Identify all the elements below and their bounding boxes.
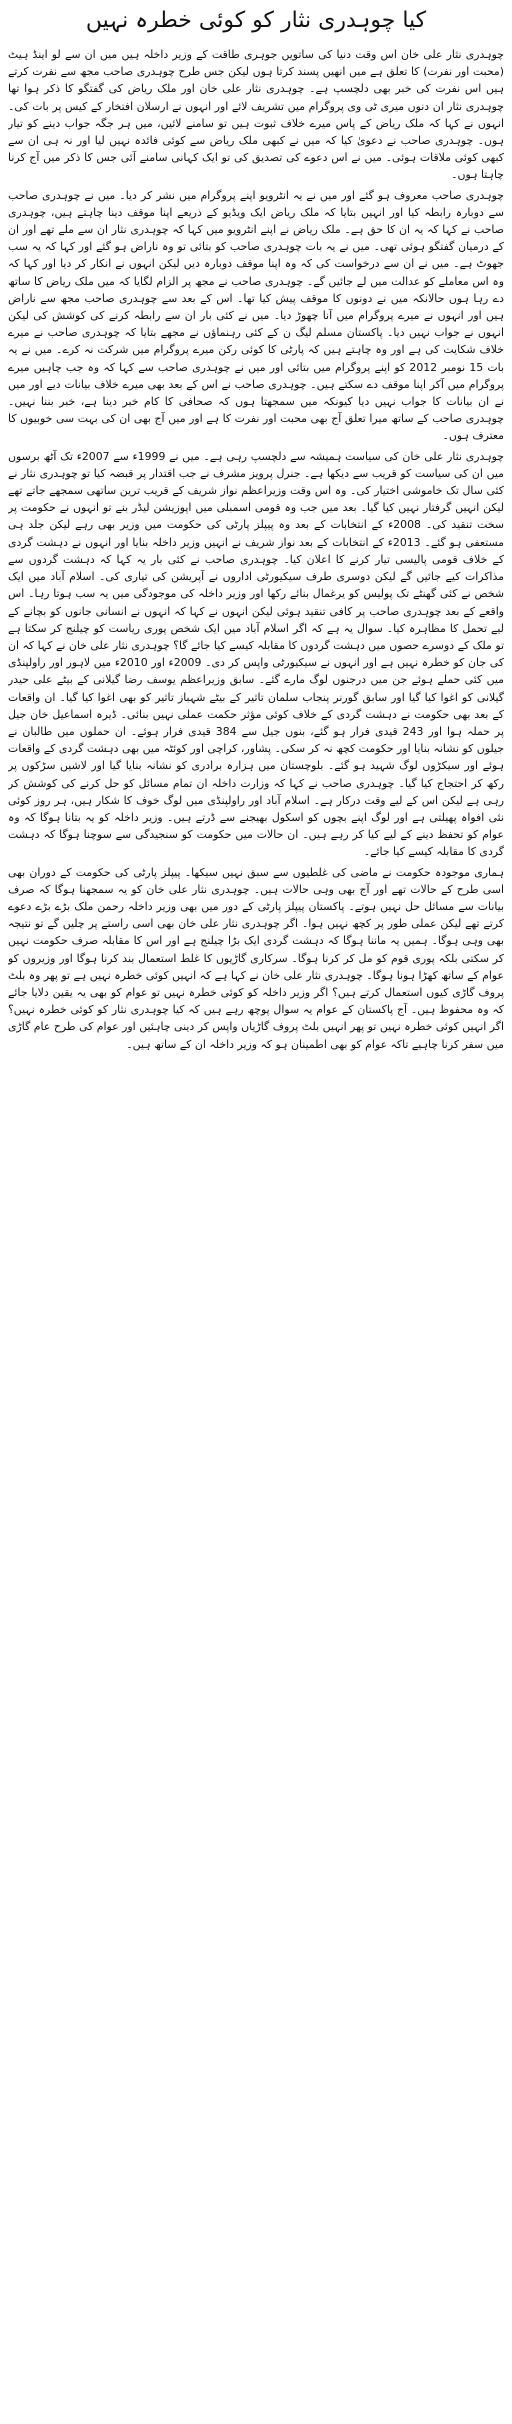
article-paragraph: چوہدری نثار علی خان اس وقت دنیا کی ساتویں جوہری طاقت کے وزیر داخلہ ہیں میں ان سے لو اینڈ ہیٹ (محبت اور نفرت) کا تعلق ہے میں انھیں پسند کرتا ہوں لیکن جس طرح چوہدری صاحب مجھ سے نفرت کرتے ہیں اس نفرت کی خبر بھی دلچسپ ہے۔ چوہدری نثار علی خان اور ملک ریاض کی گفتگو کا ذکر ہوا تھا چوہدری نثار ان دنوں میری ٹی وی پروگرام میں تشریف لائے اور انہوں نے ارسلان افتخار کے کیس پر بات کی۔ انہوں نے کہا کہ ملک ریاض کے پاس میرے خلاف ثبوت ہیں تو سامنے لائیں، میں ہر جگہ جواب دینے کو تیار ہوں۔ چوہدری صاحب نے دعویٰ کیا کہ میں نے کبھی ملک ریاض سے کوئی فائدہ نہیں لیا اور نہ ہی ان سے کبھی کوئی ملاقات ہوئی۔ میں نے اس دعوے کی تصدیق کی تو ایک کہانی سامنے آئی جس کا ذکر میں آج کرنا چاہتا ہوں۔: [8, 48, 504, 182]
article-paragraph: چوہدری صاحب معروف ہو گئے اور میں نے یہ انٹرویو اپنے پروگرام میں نشر کر دیا۔ میں نے چوہدری صاحب سے دوبارہ رابطہ کیا اور انہیں بتایا کہ ملک ریاض ایک ویڈیو کے ذریعے اپنا موقف دینا چاہتے ہیں، چوہدری صاحب نے کہا کہ یہ ان کا حق ہے۔ ملک ریاض نے اپنے انٹرویو میں کہا کہ چوہدری نثار ان سے ملے تھے اور ان کے درمیان گفتگو ہوئی تھی۔ میں نے یہ بات چوہدری صاحب کو بتائی تو وہ ناراض ہو گئے اور کہا کہ یہ سب جھوٹ ہے۔ میں نے ان سے درخواست کی کہ وہ اپنا موقف دوبارہ دیں لیکن انہوں نے انکار کر دیا اور کہا کہ وہ اس معاملے کو عدالت میں لے جائیں گے۔ چوہدری صاحب نے مجھ پر الزام لگایا کہ میں ملک ریاض کا ساتھ دے رہا ہوں حالانکہ میں نے دونوں کا موقف پیش کیا تھا۔ اس کے بعد سے چوہدری صاحب مجھ سے ناراض ہیں اور انہوں نے میرے پروگرام میں آنا چھوڑ دیا۔ میں نے کئی بار ان سے رابطہ کرنے کی کوشش کی لیکن انہوں نے جواب نہیں دیا۔ پاکستان مسلم لیگ ن کے کئی رہنماؤں نے مجھے بتایا کہ چوہدری صاحب نے میرے خلاف شکایت کی ہے اور وہ چاہتے ہیں کہ پارٹی کا کوئی رکن میرے پروگرام میں شرکت نہ کرے۔ میں نے یہ بات 15 نومبر 2012 کو اپنے پروگرام میں بتائی اور میں نے چوہدری صاحب سے کہا کہ وہ جب چاہیں میرے پروگرام میں آکر اپنا موقف دے سکتے ہیں۔ چوہدری صاحب نے اس کے بعد بھی میرے خلاف بیانات دیے اور میں نے ان بیانات کا جواب نہیں دیا کیونکہ میں سمجھتا ہوں کہ صحافی کا کام خبر دینا ہے، خبر بننا نہیں۔ چوہدری صاحب کے ساتھ میرا تعلق آج بھی محبت اور نفرت کا ہے اور میں آج بھی ان کی بہت سی خوبیوں کا معترف ہوں۔: [8, 188, 504, 443]
article-paragraph: چوہدری نثار علی خان کی سیاست ہمیشہ سے دلچسپ رہی ہے۔ میں نے 1999ء سے 2007ء تک آٹھ برسوں میں ان کی سیاست کو قریب سے دیکھا ہے۔ جنرل پرویز مشرف نے جب اقتدار پر قبضہ کیا تو چوہدری نثار نے کئی سال تک خاموشی اختیار کی۔ وہ اس وقت وزیراعظم نواز شریف کے قریب ترین ساتھی سمجھے جاتے تھے لیکن انہیں گرفتار نہیں کیا گیا۔ بعد میں جب وہ قومی اسمبلی میں اپوزیشن لیڈر بنے تو انہوں نے حکومت پر سخت تنقید کی۔ 2008ء کے انتخابات کے بعد وہ پیپلز پارٹی کی حکومت میں وزیر بھی رہے لیکن جلد ہی مستعفی ہو گئے۔ 2013ء کے انتخابات کے بعد نواز شریف نے انہیں وزیر داخلہ بنایا اور انہوں نے دہشت گردی کے خلاف قومی پالیسی تیار کرنے کا اعلان کیا۔ چوہدری صاحب نے کئی بار یہ کہا کہ دہشت گردوں سے مذاکرات کیے جائیں گے لیکن دوسری طرف سیکیورٹی اداروں نے آپریشن کی تیاری کی۔ اسلام آباد میں ایک شخص نے کئی گھنٹے تک پولیس کو یرغمال بنائے رکھا اور وزیر داخلہ کی موجودگی میں یہ سب ہوتا رہا۔ اس واقعے کے بعد چوہدری صاحب پر کافی تنقید ہوئی لیکن انہوں نے کہا کہ انہوں نے انسانی جانوں کو بچانے کے لیے تحمل کا مظاہرہ کیا۔ سوال یہ ہے کہ اگر اسلام آباد میں ایک شخص پوری ریاست کو چیلنج کر سکتا ہے تو ملک کے دوسرے حصوں میں دہشت گردوں کا مقابلہ کیسے کیا جائے گا؟ چوہدری نثار علی خان نے کہا کہ ان کی جان کو خطرہ نہیں ہے اور انہوں نے سیکیورٹی واپس کر دی۔ 2009ء اور 2010ء میں لاہور اور راولپنڈی میں کئی حملے ہوئے جن میں درجنوں لوگ مارے گئے۔ سابق وزیراعظم یوسف رضا گیلانی کے بیٹے علی حیدر گیلانی کو اغوا کیا گیا اور سابق گورنر پنجاب سلمان تاثیر کے بیٹے شہباز تاثیر کو بھی اغوا کیا گیا۔ ان واقعات کے بعد بھی حکومت نے دہشت گردی کے خلاف کوئی مؤثر حکمت عملی نہیں بنائی۔ ڈیرہ اسماعیل خان جیل پر حملہ ہوا اور 243 قیدی فرار ہو گئے، بنوں جیل سے 384 قیدی فرار ہوئے۔ ان حملوں میں طالبان نے جیلوں کو نشانہ بنایا اور حکومت کچھ نہ کر سکی۔ پشاور، کراچی اور کوئٹہ میں بھی دہشت گردی کے واقعات ہوئے اور سیکڑوں لوگ شہید ہو گئے۔ بلوچستان میں ہزارہ برادری کو نشانہ بنایا گیا اور لاشیں سڑکوں پر رکھ کر احتجاج کیا گیا۔ چوہدری صاحب نے کہا کہ وزارت داخلہ ان تمام مسائل کو حل کرنے کی کوشش کر رہی ہے لیکن اس کے لیے وقت درکار ہے۔ اسلام آباد اور راولپنڈی میں لوگ خوف کا شکار ہیں، ہر روز کوئی نئی افواہ پھیلتی ہے اور لوگ اپنے بچوں کو اسکول بھیجنے سے ڈرتے ہیں۔ وزیر داخلہ کو یہ بتانا ہوگا کہ وہ عوام کو تحفظ دینے کے لیے کیا کر رہے ہیں۔ ان حالات میں حکومت کو سنجیدگی سے سوچنا ہوگا کہ دہشت گردی کا مقابلہ کیسے کیا جائے۔: [8, 449, 504, 859]
article-body: [8, 46, 504, 2414]
article-paragraph: ہماری موجودہ حکومت نے ماضی کی غلطیوں سے سبق نہیں سیکھا۔ پیپلز پارٹی کی حکومت کے دوران بھی اسی طرح کے حالات تھے اور آج بھی وہی حالات ہیں۔ چوہدری نثار علی خان کو یہ سمجھنا ہوگا کہ صرف بیانات سے مسائل حل نہیں ہوتے۔ پاکستان پیپلز پارٹی کے دور میں بھی وزیر داخلہ رحمن ملک بڑے بڑے دعوے کرتے تھے لیکن عملی طور پر کچھ نہیں ہوا۔ اگر چوہدری نثار علی خان بھی اسی راستے پر چلیں گے تو نتیجہ بھی وہی ہوگا۔ ہمیں یہ ماننا ہوگا کہ دہشت گردی ایک بڑا چیلنج ہے اور اس کا مقابلہ صرف حکومت نہیں کر سکتی بلکہ پوری قوم کو مل کر کرنا ہوگا۔ سرکاری گاڑیوں کا غلط استعمال بند کرنا ہوگا اور وزیروں کو عوام کے ساتھ کھڑا ہونا ہوگا۔ چوہدری نثار علی خان نے کہا ہے کہ انہیں کوئی خطرہ نہیں ہے تو پھر وہ بلٹ پروف گاڑی کیوں استعمال کرتے ہیں؟ اگر وزیر داخلہ کو کوئی خطرہ نہیں تو عوام کو بھی یہ یقین دلایا جائے کہ وہ محفوظ ہیں۔ آج پاکستان کے عوام یہ سوال پوچھ رہے ہیں کہ کیا چوہدری نثار کو کوئی خطرہ نہیں؟ اگر انہیں کوئی خطرہ نہیں تو پھر انہیں بلٹ پروف گاڑیاں واپس کر دینی چاہئیں اور عوام کی طرح عام گاڑی میں سفر کرنا چاہیے تاکہ عوام کو بھی اطمینان ہو کہ وزیر داخلہ ان کے ساتھ ہیں۔: [8, 865, 504, 1051]
article-headline: کیا چوہدری نثار کو کوئی خطرہ نہیں: [85, 8, 427, 33]
